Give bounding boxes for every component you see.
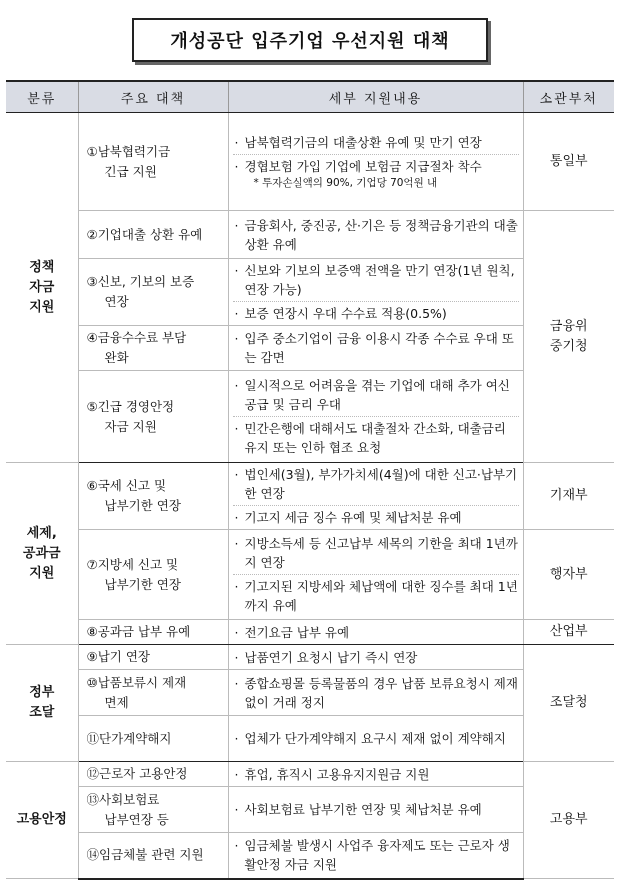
table-row bbox=[6, 530, 614, 620]
department-label: 금융위 중기청 bbox=[549, 318, 588, 354]
department-cell bbox=[523, 530, 614, 620]
measure-cell bbox=[78, 259, 228, 326]
measure-subtitle: 납부기한 연장 bbox=[104, 498, 181, 513]
measure-subtitle: 연장 bbox=[104, 294, 129, 309]
table-row bbox=[6, 211, 614, 259]
table-row bbox=[6, 833, 614, 879]
detail-item bbox=[233, 674, 519, 712]
measure-cell bbox=[78, 211, 228, 259]
measure-title: ②기업대출 상환 유예 bbox=[86, 226, 203, 242]
bullet-icon: · bbox=[234, 675, 239, 691]
department-cell bbox=[523, 211, 614, 463]
department-cell bbox=[523, 113, 614, 211]
detail-item bbox=[233, 800, 519, 819]
detail-note: * 투자손실액의 90%, 기업당 70억원 내 bbox=[253, 176, 438, 189]
detail-item bbox=[233, 505, 519, 527]
bullet-icon: · bbox=[234, 263, 239, 278]
detail-text: 지방소득세 등 신고납부 세목의 기한을 최대 1년까지 연장 bbox=[244, 536, 518, 570]
header-category: 분류 bbox=[6, 81, 78, 113]
detail-text: 업체가 단가계약해지 요구시 제재 없이 계약해지 bbox=[244, 731, 506, 746]
details-cell bbox=[228, 645, 523, 670]
detail-text: 신보와 기보의 보증액 전액을 만기 연장(1년 원칙, 연장 가능) bbox=[244, 263, 515, 297]
bullet-icon: · bbox=[234, 467, 239, 482]
category-label: 정책 자금 지원 bbox=[29, 259, 55, 315]
department-label: 행자부 bbox=[549, 566, 588, 582]
table-row bbox=[6, 716, 614, 762]
detail-item bbox=[233, 329, 519, 367]
detail-text: 납품연기 요청시 납기 즉시 연장 bbox=[244, 649, 418, 665]
bullet-icon: · bbox=[234, 624, 239, 640]
detail-item bbox=[233, 301, 519, 323]
detail-text: 사회보험료 납부기한 연장 및 체납처분 유예 bbox=[244, 802, 482, 817]
department-label: 조달청 bbox=[549, 695, 588, 710]
header-department: 소관부처 bbox=[523, 81, 614, 113]
details-cell bbox=[228, 762, 523, 787]
measure-subtitle: 납부연장 등 bbox=[104, 811, 169, 827]
detail-item bbox=[233, 765, 519, 784]
bullet-icon: · bbox=[234, 331, 239, 346]
detail-item bbox=[233, 648, 519, 667]
detail-text: 입주 중소기업이 금융 이용시 각종 수수료 우대 또는 감면 bbox=[244, 331, 514, 365]
category-label: 고용안정 bbox=[16, 812, 67, 827]
detail-item bbox=[233, 534, 519, 572]
bullet-icon: · bbox=[234, 536, 239, 551]
department-cell bbox=[523, 762, 614, 879]
table-header-row bbox=[6, 81, 614, 113]
details-cell bbox=[228, 620, 523, 645]
measure-subtitle: 긴급 지원 bbox=[104, 163, 157, 179]
bullet-icon: · bbox=[234, 802, 239, 817]
details-cell bbox=[228, 787, 523, 833]
detail-text: 법인세(3월), 부가가치세(4월)에 대한 신고·납부기한 연장 bbox=[244, 467, 518, 501]
table-row bbox=[6, 113, 614, 211]
detail-text: 일시적으로 어려움을 겪는 기업에 대해 추가 여신 공급 및 금리 우대 bbox=[244, 378, 510, 412]
bullet-icon: · bbox=[234, 649, 239, 665]
measure-title: ⑨납기 연장 bbox=[86, 649, 150, 664]
detail-item bbox=[233, 465, 519, 503]
details-cell bbox=[228, 463, 523, 530]
department-label: 기재부 bbox=[549, 488, 588, 503]
measure-title: ④금융수수료 부담 bbox=[86, 330, 187, 345]
department-label: 고용부 bbox=[549, 812, 588, 827]
bullet-icon: · bbox=[234, 134, 239, 150]
measure-subtitle: 납부기한 연장 bbox=[104, 576, 181, 592]
detail-text: 전기요금 납부 유예 bbox=[244, 624, 350, 640]
measure-cell bbox=[78, 645, 228, 670]
measure-title: ⑪단가계약해지 bbox=[86, 730, 172, 746]
measure-title: ⑬사회보험료 bbox=[86, 791, 160, 807]
table-row bbox=[6, 326, 614, 371]
bullet-icon: · bbox=[234, 158, 239, 174]
table-row bbox=[6, 463, 614, 530]
table-row bbox=[6, 259, 614, 326]
measure-cell bbox=[78, 371, 228, 463]
details-cell bbox=[228, 371, 523, 463]
detail-item bbox=[233, 836, 519, 874]
bullet-icon: · bbox=[234, 378, 239, 393]
category-cell bbox=[6, 113, 78, 463]
detail-item bbox=[233, 623, 519, 642]
page-title: 개성공단 입주기업 우선지원 대책 bbox=[132, 18, 488, 62]
detail-item bbox=[233, 574, 519, 615]
table-row bbox=[6, 620, 614, 645]
measure-cell bbox=[78, 620, 228, 645]
measure-title: ③신보, 기보의 보증 bbox=[86, 274, 195, 289]
department-label: 통일부 bbox=[549, 153, 588, 169]
measure-cell bbox=[78, 326, 228, 371]
measure-subtitle: 자금 지원 bbox=[104, 418, 157, 434]
measure-title: ⑦지방세 신고 및 bbox=[86, 556, 179, 572]
detail-item bbox=[233, 216, 519, 254]
header-details: 세부 지원내용 bbox=[228, 81, 523, 113]
details-cell bbox=[228, 259, 523, 326]
measure-cell bbox=[78, 113, 228, 211]
measure-title: ⑤긴급 경영안정 bbox=[86, 398, 175, 414]
measure-title: ⑭임금체불 관련 지원 bbox=[86, 847, 204, 863]
header-measure: 주요 대책 bbox=[78, 81, 228, 113]
table-row bbox=[6, 670, 614, 716]
detail-item bbox=[233, 133, 519, 152]
measure-title: ⑩납품보류시 제재 bbox=[86, 674, 187, 690]
detail-text: 임금체불 발생시 사업주 융자제도 또는 근로자 생활안정 자금 지원 bbox=[244, 838, 510, 873]
measure-title: ⑫근로자 고용안정 bbox=[86, 766, 188, 781]
measure-title: ⑧공과금 납부 유예 bbox=[86, 624, 191, 639]
detail-text: 종합쇼핑몰 등록물품의 경우 납품 보류요청시 제재 없이 거래 정지 bbox=[244, 675, 518, 710]
bullet-icon: · bbox=[234, 766, 239, 782]
measure-cell bbox=[78, 463, 228, 530]
bullet-icon: · bbox=[234, 731, 239, 746]
bullet-icon: · bbox=[234, 510, 239, 525]
measure-cell bbox=[78, 530, 228, 620]
bullet-icon: · bbox=[234, 421, 239, 436]
detail-item bbox=[233, 261, 519, 299]
detail-item bbox=[233, 154, 519, 191]
measure-cell bbox=[78, 833, 228, 879]
table-row bbox=[6, 762, 614, 787]
table-row bbox=[6, 645, 614, 670]
measure-cell bbox=[78, 787, 228, 833]
detail-text: 휴업, 휴직시 고용유지지원금 지원 bbox=[244, 766, 430, 782]
measure-subtitle: 완화 bbox=[104, 350, 129, 365]
detail-text: 보증 연장시 우대 수수료 적용(0.5%) bbox=[244, 306, 447, 321]
bullet-icon: · bbox=[234, 306, 239, 321]
details-cell bbox=[228, 113, 523, 211]
bullet-icon: · bbox=[234, 838, 239, 854]
details-cell bbox=[228, 716, 523, 762]
detail-text: 남북협력기금의 대출상환 유예 및 만기 연장 bbox=[244, 134, 482, 150]
detail-item bbox=[233, 729, 519, 748]
category-label: 세제, 공과금 지원 bbox=[22, 525, 61, 581]
details-cell bbox=[228, 326, 523, 371]
measure-title: ①남북협력기금 bbox=[86, 143, 171, 159]
detail-text: 민간은행에 대해서도 대출절차 간소화, 대출금리 유지 또는 인하 협조 요청 bbox=[244, 421, 506, 455]
measure-title: ⑥국세 신고 및 bbox=[86, 478, 167, 493]
department-label: 산업부 bbox=[549, 624, 588, 639]
detail-text: 기고지된 지방세와 체납액에 대한 징수를 최대 1년까지 유예 bbox=[244, 579, 518, 613]
category-cell bbox=[6, 645, 78, 762]
detail-text: 기고지 세금 징수 유예 및 체납처분 유예 bbox=[244, 510, 462, 525]
category-label: 정부 조달 bbox=[29, 685, 55, 720]
details-cell bbox=[228, 833, 523, 879]
table-row bbox=[6, 371, 614, 463]
category-cell bbox=[6, 463, 78, 645]
measure-cell bbox=[78, 670, 228, 716]
measure-cell bbox=[78, 716, 228, 762]
bullet-icon: · bbox=[234, 217, 239, 233]
department-cell bbox=[523, 463, 614, 530]
department-cell bbox=[523, 645, 614, 762]
measure-cell bbox=[78, 762, 228, 787]
table-row bbox=[6, 787, 614, 833]
bullet-icon: · bbox=[234, 579, 239, 594]
details-cell bbox=[228, 211, 523, 259]
details-cell bbox=[228, 670, 523, 716]
detail-text: 경협보험 가입 기업에 보험금 지급절차 착수 bbox=[244, 158, 482, 174]
support-table bbox=[6, 80, 614, 880]
detail-item bbox=[233, 416, 519, 457]
details-cell bbox=[228, 530, 523, 620]
detail-text: 금융회사, 중진공, 산·기은 등 정책금융기관의 대출상환 유예 bbox=[244, 217, 518, 252]
detail-item bbox=[233, 376, 519, 414]
department-cell bbox=[523, 620, 614, 645]
category-cell bbox=[6, 762, 78, 879]
measure-subtitle: 면제 bbox=[104, 694, 129, 710]
